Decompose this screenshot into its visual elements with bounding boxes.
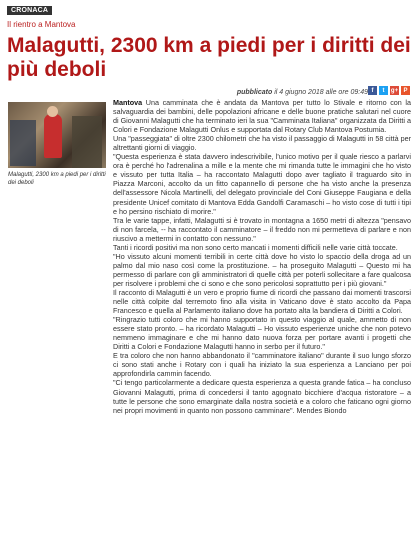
- article-paragraph: "Ringrazio tutti coloro che mi hanno supportato in questo viaggio al quale, ammetto di non essere stato pronto. – ha ricordato Malagutti – Ho vissuto esperienze uniche che non potevo nemmeno immaginare e che mi hanno dato nuova forza per portare avanti i progetti che Diritti a Colori e Fondazione Malagutti hanno in serbo per il futuro.": [113, 315, 411, 352]
- article-meta: [237, 89, 368, 96]
- article-paragraph: Una "passeggiata" di oltre 2300 chilometri che ha visto il passaggio di Malagutti in 58 città per altrettanti giorni di viaggio.: [113, 134, 411, 153]
- article-paragraph: "Ci tengo particolarmente a dedicare questa esperienza a questa grande fatica – ha concluso Giovanni Malagutti, prima di concedersi il tanto agognato bicchiere d'acqua ristoratore – a tutte le persone che sono emarginate dalla nostra società e a coloro che faticano ogni giorno nei propri movimenti in quanto non possono camminare". Mendes Biondo: [113, 378, 411, 415]
- photo-figure-head: [47, 106, 58, 117]
- photo-background-shape: [10, 120, 36, 166]
- article-kicker: Il rientro a Mantova: [7, 20, 76, 29]
- photo-caption: Malagutti, 2300 km a piedi per i diritti dei deboli: [8, 172, 106, 186]
- article-paragraph: Tanti i ricordi positivi ma non sono certo mancati i momenti difficili nelle varie città toccate.: [113, 242, 398, 252]
- social-share-bar: [368, 86, 410, 95]
- article-paragraph: [113, 98, 411, 134]
- article-paragraph: "Ho vissuto alcuni momenti terribili in certe città dove ho visto lo spaccio della droga ad un palmo dal mio naso così come la prostituzione. – ha proseguito Malagutti – Questo mi ha permesso di parlare con gli amministratori di quelle città per poterli sollecitare a fare qualcosa per risolvere i problemi che ci sono e che sono pericolosi soprattutto per i più giovani.": [113, 251, 411, 288]
- article-paragraph: "Questa esperienza è stata davvero indescrivibile, l'unico motivo per il quale riesco a parlarvi ora è perché ho l'adrenalina a mille e la mente che mi rimanda tutte le immagini che ho visto e vissuto per tutta Italia – ha raccontato Malagutti dopo aver tagliato il traguardo sito in Piazza Marconi, accolto da un fitto capannello di persone che ha visto anche la presenza dell'assessore Nicola Martinelli, del delegato provinciale del Coni Giuseppe Faugiana e della presidente Unicef comitato di Mantova Edda Gandolfi Caramaschi – ho visto cose di tutti i tipi e ho persino rischiato di morire.": [113, 152, 411, 216]
- article-paragraph-text: Una camminata che è andata da Mantova per tutto lo Stivale e ritorno con la salvaguardia dei bambini, delle popolazioni africane e delle buone pratiche salutari nel cuore di Giovanni Malagutti che ha terminato ieri la sua "Camminata Italiana" organizzata da Diritti a Colori e Fondazione Malagutti Onlus e supportata dal Rotary Club Mantova Postumia.: [113, 98, 411, 135]
- article-location: Mantova: [113, 98, 143, 107]
- publish-date: il 4 giugno 2018 alle ore 09:49: [274, 89, 368, 96]
- article-body: [113, 98, 411, 415]
- twitter-icon[interactable]: t: [379, 86, 388, 95]
- article-headline: Malagutti, 2300 km a piedi per i diritti dei più deboli: [7, 34, 411, 81]
- facebook-icon[interactable]: f: [368, 86, 377, 95]
- googleplus-icon[interactable]: g+: [390, 87, 399, 94]
- published-label: pubblicato: [236, 89, 273, 96]
- photo-figure-body: [44, 114, 62, 158]
- section-tag[interactable]: CRONACA: [7, 6, 52, 15]
- article-photo[interactable]: [8, 102, 106, 168]
- article-paragraph: E tra coloro che non hanno abbandonato il "camminatore italiano" durante il suo lungo sforzo ci sono stati anche i Rotary con i quali ha iniziato la sua esperienza a Lanciano per poi approfondirla cammin facendo.: [113, 351, 411, 379]
- article-paragraph: Tra le varie tappe, infatti, Malagutti si è trovato in montagna a 1650 metri di altezza "pensavo di non farcela, -- ha raccontato il camminatore – il freddo non mi permetteva di parlare e non riuscivo a mettermi in contatto con nessuno.": [113, 215, 411, 243]
- photo-background-shape: [72, 116, 102, 168]
- share-more-icon[interactable]: P: [401, 86, 410, 95]
- article-paragraph: Il racconto di Malagutti è un vero e proprio fiume di ricordi che passano dai momenti trascorsi nelle città colpite dal terremoto fino alla visita in Vaticano dove è stato accolto da Papa Francesco e quella al Parlamento italiano dove ha portato alta la bandiera di Diritti a Colori.: [113, 287, 411, 316]
